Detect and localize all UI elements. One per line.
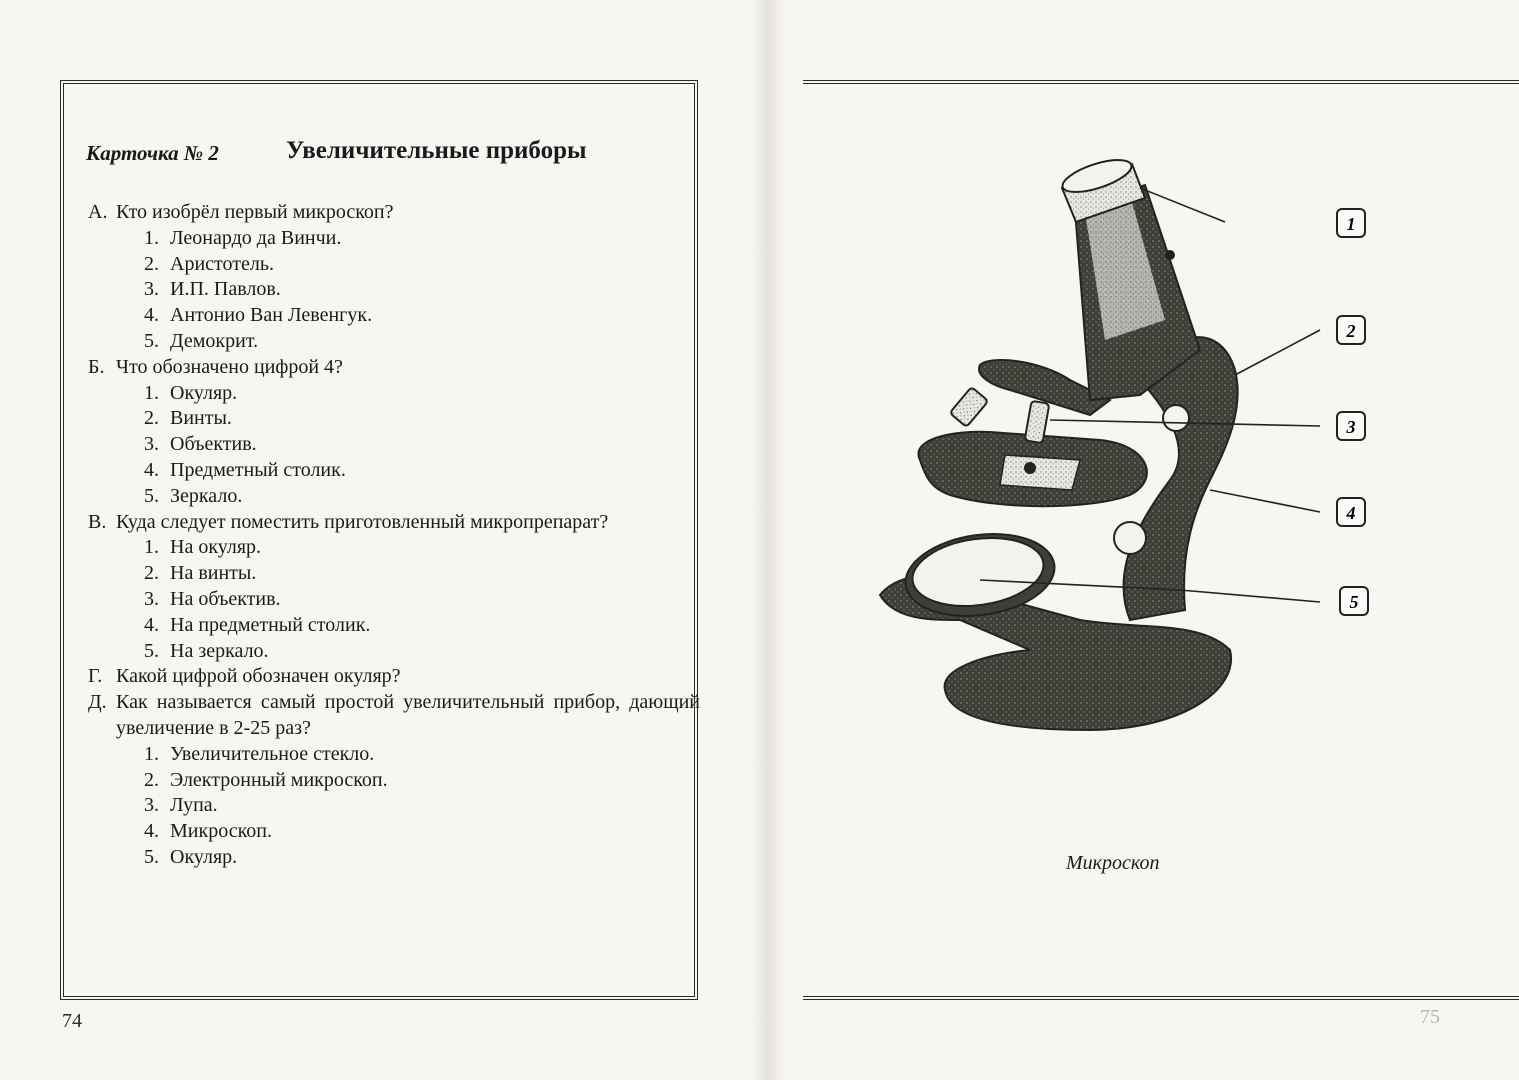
option-number: 3. [144, 278, 159, 301]
option-number: 1. [144, 536, 159, 559]
label-box-shape [1336, 208, 1366, 238]
question-text: Куда следует поместить приготовленный микропрепарат? [116, 510, 609, 533]
label-number: 5 [1349, 592, 1359, 612]
option [88, 303, 700, 329]
option [88, 277, 700, 303]
option [88, 845, 700, 871]
question-text: Как называется самый простой увеличительный прибор, дающий увеличение в 2-25 раз? [116, 691, 700, 739]
question-text: Какой цифрой обозначен окуляр? [116, 665, 401, 688]
option-number: 1. [144, 381, 159, 404]
option [88, 535, 700, 561]
option-text: Леонардо да Винчи. [170, 226, 342, 249]
option-text: Демокрит. [170, 329, 259, 352]
option-number: 1. [144, 226, 159, 249]
option [88, 639, 700, 665]
label-number: 4 [1346, 503, 1356, 523]
option-text: Объектив. [170, 433, 257, 456]
card-header [86, 137, 686, 177]
label-box-shape [1336, 315, 1366, 345]
question-list [88, 200, 700, 871]
book-gutter [752, 0, 786, 1080]
question-v [88, 510, 700, 536]
stage [918, 432, 1146, 507]
option-text: Предметный столик. [170, 458, 346, 481]
option-text: Микроскоп. [170, 820, 272, 843]
option-text: Зеркало. [170, 484, 243, 507]
option-text: Окуляр. [170, 845, 238, 868]
option [88, 458, 700, 484]
option-text: Лупа. [170, 794, 218, 817]
label-box-shape [1339, 586, 1369, 616]
option-number: 5. [144, 639, 159, 662]
option [88, 432, 700, 458]
question-g [88, 664, 700, 690]
question-b [88, 355, 700, 381]
figure-caption: Микроскоп [1066, 852, 1160, 874]
label-number: 2 [1346, 321, 1356, 341]
question-a [88, 200, 700, 226]
option [88, 381, 700, 407]
option-number: 3. [144, 433, 159, 456]
option-text: На зеркало. [170, 639, 269, 662]
option [88, 561, 700, 587]
label-1 [1336, 208, 1366, 238]
option-number: 1. [144, 742, 159, 765]
option-text: На винты. [170, 562, 257, 585]
question-d [88, 690, 700, 742]
option-text: Винты. [170, 407, 232, 430]
option-number: 5. [144, 484, 159, 507]
option-text: Окуляр. [170, 381, 238, 404]
option [88, 484, 700, 510]
page-number-left: 74 [62, 1010, 82, 1032]
option [88, 613, 700, 639]
option [88, 329, 700, 355]
option [88, 406, 700, 432]
question-text: Кто изобрёл первый микроскоп? [116, 201, 394, 223]
option [88, 819, 700, 845]
microscope-illustration [840, 150, 1400, 750]
question-letter: Д. [88, 691, 107, 714]
label-number: 1 [1346, 214, 1356, 234]
option-text: Электронный микроскоп. [170, 768, 388, 791]
label-number: 3 [1346, 417, 1356, 437]
label-box-shape [1336, 497, 1366, 527]
option-number: 4. [144, 613, 159, 636]
option-text: На окуляр. [170, 536, 262, 559]
option-number: 3. [144, 587, 159, 610]
question-letter: В. [88, 510, 107, 533]
option-text: И.П. Павлов. [170, 278, 281, 301]
option-text: Аристотель. [170, 252, 274, 275]
option-number: 2. [144, 407, 159, 430]
label-4 [1336, 497, 1366, 527]
option-number: 3. [144, 794, 159, 817]
option [88, 742, 700, 768]
option [88, 252, 700, 278]
question-letter: Б. [88, 355, 105, 378]
card-title: Увеличительные приборы [286, 137, 587, 164]
label-box-shape [1336, 411, 1366, 441]
option [88, 587, 700, 613]
option-number: 2. [144, 252, 159, 275]
option-number: 4. [144, 820, 159, 843]
option-text: Антонио Ван Левенгук. [170, 304, 373, 327]
option-number: 2. [144, 768, 159, 791]
option-text: На объектив. [170, 587, 281, 610]
option-number: 4. [144, 458, 159, 481]
label-2 [1336, 315, 1366, 345]
question-letter: Г. [88, 665, 103, 688]
option [88, 226, 700, 252]
label-3 [1336, 411, 1366, 441]
card-number: Карточка № 2 [86, 141, 219, 165]
option-text: Увеличительное стекло. [170, 742, 375, 765]
option-number: 5. [144, 845, 159, 868]
page-number-right: 75 [1420, 1006, 1440, 1028]
question-text: Что обозначено цифрой 4? [116, 355, 343, 378]
question-letter: А. [88, 201, 108, 223]
option [88, 768, 700, 794]
option [88, 793, 700, 819]
option-number: 5. [144, 329, 159, 352]
option-text: На предметный столик. [170, 613, 371, 636]
option-number: 2. [144, 562, 159, 585]
label-5 [1339, 586, 1369, 616]
option-number: 4. [144, 304, 159, 327]
